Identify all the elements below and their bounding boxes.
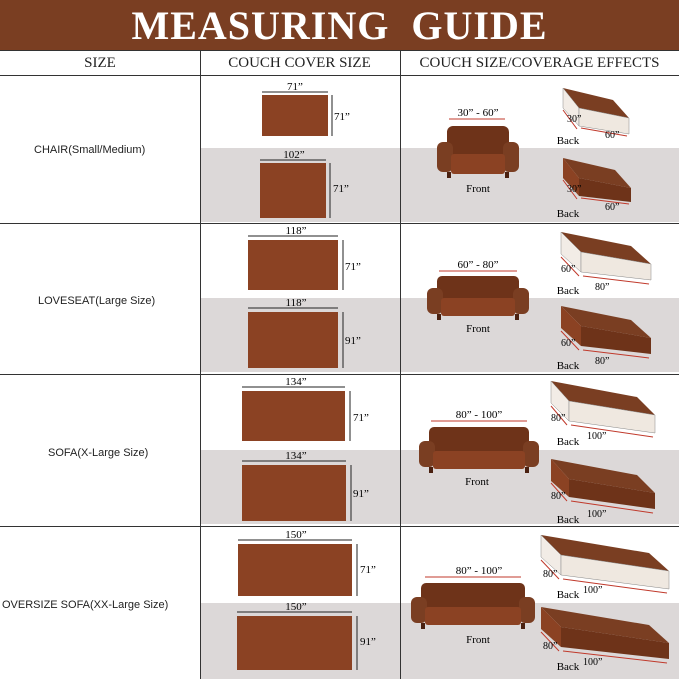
back-label: Back <box>556 661 580 673</box>
cover-height-label: 91” <box>345 335 361 347</box>
cover-diagrams-oversize <box>200 527 400 679</box>
couch-back-icon <box>561 232 651 284</box>
back-label: Back <box>556 436 580 448</box>
cover-width-label: 118” <box>285 225 307 237</box>
cover-swatch <box>237 616 352 670</box>
back-label: Back <box>556 589 580 601</box>
back-label: Back <box>556 360 580 372</box>
cover-height-label: 91” <box>353 488 369 500</box>
back-dim-a: 60” <box>561 264 576 275</box>
cover-swatch <box>248 312 338 368</box>
back-dim-b: 80” <box>595 356 610 367</box>
cover-swatch <box>262 95 328 136</box>
back-dim-b: 100” <box>587 431 607 442</box>
cover-height-label: 91” <box>360 636 376 648</box>
back-label: Back <box>556 514 580 526</box>
row-label-sofa: SOFA(X-Large Size) <box>48 447 149 459</box>
coverage-effects-sofa <box>401 375 679 526</box>
back-dim-a: 80” <box>551 413 566 424</box>
couch-front-icon <box>437 126 519 178</box>
back-dim-b: 100” <box>583 657 603 668</box>
cover-width-label: 71” <box>287 81 303 93</box>
front-label: Front <box>466 634 490 646</box>
front-range-label: 60” - 80” <box>457 259 499 271</box>
front-range-label: 80” - 100” <box>455 409 503 421</box>
cover-width-label: 150” <box>285 529 307 541</box>
back-dim-a: 80” <box>551 491 566 502</box>
coverage-effects-oversize <box>401 527 679 679</box>
couch-back-icon <box>541 607 669 663</box>
back-label: Back <box>556 135 580 147</box>
back-dim-b: 60” <box>605 130 620 141</box>
cover-swatch <box>242 391 345 441</box>
cover-swatch <box>248 240 338 290</box>
cover-width-label: 150” <box>285 601 307 613</box>
couch-front-icon <box>411 583 535 629</box>
cover-diagrams-sofa <box>200 375 400 526</box>
row-label-oversize: OVERSIZE SOFA(XX-Large Size) <box>2 599 169 611</box>
back-dim-b: 80” <box>595 282 610 293</box>
cover-width-label: 134” <box>285 376 307 388</box>
back-dim-b: 100” <box>583 585 603 596</box>
cover-swatch <box>260 163 326 218</box>
back-dim-b: 60” <box>605 202 620 213</box>
couch-front-icon <box>419 427 539 473</box>
couch-back-icon <box>541 535 669 593</box>
front-label: Front <box>466 183 490 195</box>
cover-width-label: 118” <box>285 297 307 309</box>
back-dim-a: 80” <box>543 569 558 580</box>
front-range-label: 80” - 100” <box>455 565 503 577</box>
couch-front-icon <box>427 276 529 320</box>
cover-width-label: 134” <box>285 450 307 462</box>
cover-diagrams-loveseat <box>200 224 400 374</box>
couch-back-icon <box>563 158 631 204</box>
title-banner <box>0 0 679 50</box>
back-label: Back <box>556 208 580 220</box>
cover-height-label: 71” <box>333 183 349 195</box>
header-cover: COUCH COVER SIZE <box>228 54 371 71</box>
row-label-loveseat: LOVESEAT(Large Size) <box>38 295 156 307</box>
front-label: Front <box>466 323 490 335</box>
front-label: Front <box>465 476 489 488</box>
back-dim-b: 100” <box>587 509 607 520</box>
cover-height-label: 71” <box>334 111 350 123</box>
row-label-chair: CHAIR(Small/Medium) <box>34 144 146 156</box>
back-label: Back <box>556 285 580 297</box>
header-size: SIZE <box>84 54 116 71</box>
back-dim-a: 80” <box>543 641 558 652</box>
back-dim-a: 30” <box>567 184 582 195</box>
couch-back-icon <box>551 459 655 513</box>
coverage-effects-chair <box>401 76 679 223</box>
cover-swatch <box>242 465 346 521</box>
couch-back-icon <box>563 88 629 136</box>
cover-width-label: 102” <box>283 149 305 161</box>
cover-height-label: 71” <box>353 412 369 424</box>
coverage-effects-loveseat <box>401 224 679 374</box>
page-title: MEASURING GUIDE <box>131 2 548 48</box>
couch-back-icon <box>551 381 655 437</box>
cover-swatch <box>238 544 352 596</box>
cover-diagrams-chair <box>200 76 400 223</box>
front-range-label: 30” - 60” <box>457 107 499 119</box>
couch-back-icon <box>561 306 651 358</box>
cover-height-label: 71” <box>360 564 376 576</box>
back-dim-a: 30” <box>567 114 582 125</box>
header-effects: COUCH SIZE/COVERAGE EFFECTS <box>419 54 660 71</box>
back-dim-a: 60” <box>561 338 576 349</box>
cover-height-label: 71” <box>345 261 361 273</box>
